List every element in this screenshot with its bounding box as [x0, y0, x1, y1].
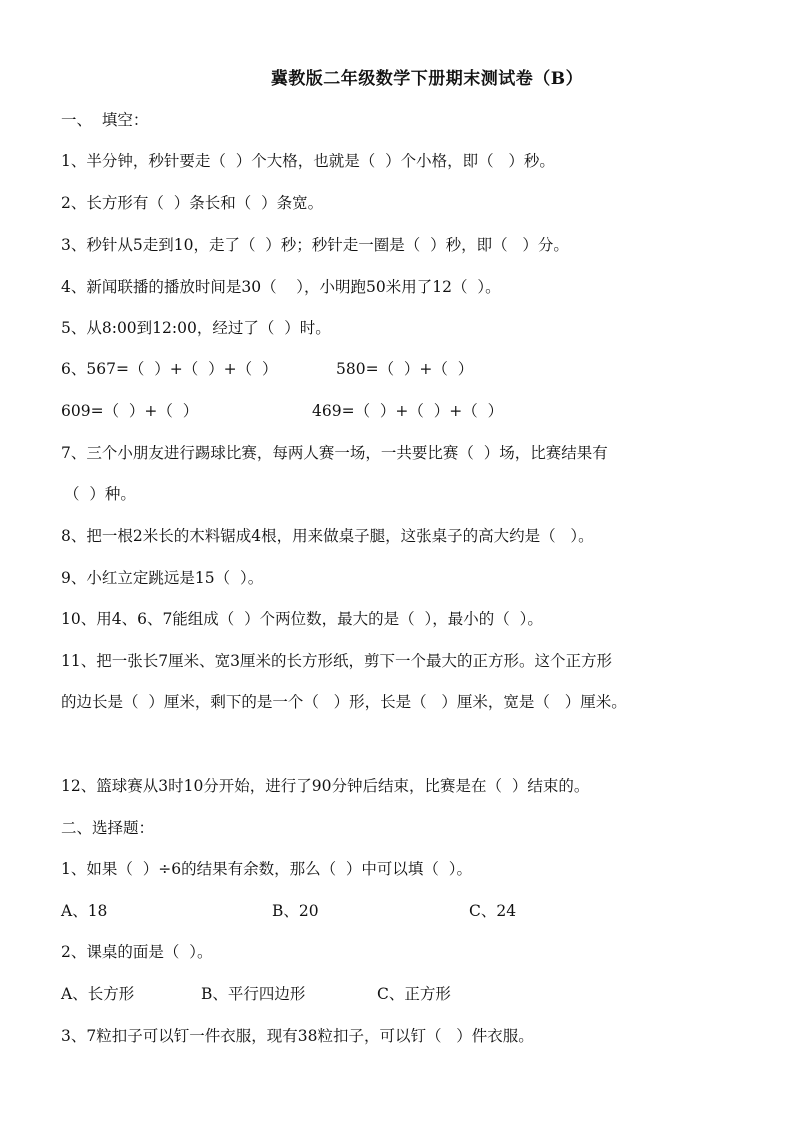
question-1-12: 12、篮球赛从3时10分开始，进行了90分钟后结束，比赛是在（ ）结束的。: [61, 777, 590, 795]
question-1-6-part-c: 609=（ ）+（ ）: [61, 402, 199, 420]
question-1-8: 8、把一根2米长的木料锯成4根，用来做桌子腿，这张桌子的高大约是（ ）。: [61, 527, 594, 545]
question-2-2-option-a: A、长方形: [61, 985, 135, 1003]
question-1-5: 5、从8:00到12:00，经过了（ ）时。: [61, 319, 331, 337]
question-2-2-option-c: C、正方形: [377, 985, 451, 1003]
question-1-10: 10、用4、6、7能组成（ ）个两位数，最大的是（ ），最小的（ ）。: [61, 610, 543, 628]
question-2-3: 3、7粒扣子可以钉一件衣服，现有38粒扣子，可以钉（ ）件衣服。: [61, 1027, 534, 1045]
question-2-2-option-b: B、平行四边形: [201, 985, 306, 1003]
section-heading-fill-blank: 一、 填空：: [61, 111, 149, 129]
question-1-7-line-1: 7、三个小朋友进行踢球比赛，每两人赛一场，一共要比赛（ ）场，比赛结果有: [61, 444, 608, 462]
question-1-2: 2、长方形有（ ）条长和（ ）条宽。: [61, 194, 324, 212]
question-1-7-line-2: （ ）种。: [64, 485, 136, 503]
question-1-9: 9、小红立定跳远是15（ ）。: [61, 569, 264, 587]
question-1-1: 1、半分钟，秒针要走（ ）个大格，也就是（ ）个小格，即（ ）秒。: [61, 152, 555, 170]
question-2-1-option-a: A、18: [61, 902, 108, 920]
page-title: 冀教版二年级数学下册期末测试卷（B）: [270, 69, 584, 89]
question-2-2: 2、课桌的面是（ ）。: [61, 943, 213, 961]
section-heading-multiple-choice: 二、选择题：: [61, 819, 155, 837]
question-1-6-part-a: 6、567=（ ）+（ ）+（ ）: [61, 360, 278, 378]
question-2-1-option-b: B、20: [272, 902, 319, 920]
question-2-1: 1、如果（ ）÷6的结果有余数，那么（ ）中可以填（ ）。: [61, 860, 473, 878]
question-1-3: 3、秒针从5走到10，走了（ ）秒；秒针走一圈是（ ）秒，即（ ）分。: [61, 236, 569, 254]
question-1-6-part-d: 469=（ ）+（ ）+（ ）: [312, 402, 504, 420]
question-1-6-part-b: 580=（ ）+（ ）: [336, 360, 474, 378]
question-1-11-line-1: 11、把一张长7厘米、宽3厘米的长方形纸，剪下一个最大的正方形。这个正方形: [61, 652, 612, 670]
question-1-4: 4、新闻联播的播放时间是30（ ），小明跑50米用了12（ ）。: [61, 278, 501, 296]
question-1-11-line-2: 的边长是（ ）厘米，剩下的是一个（ ）形，长是（ ）厘米，宽是（ ）厘米。: [61, 693, 627, 711]
question-2-1-option-c: C、24: [469, 902, 517, 920]
